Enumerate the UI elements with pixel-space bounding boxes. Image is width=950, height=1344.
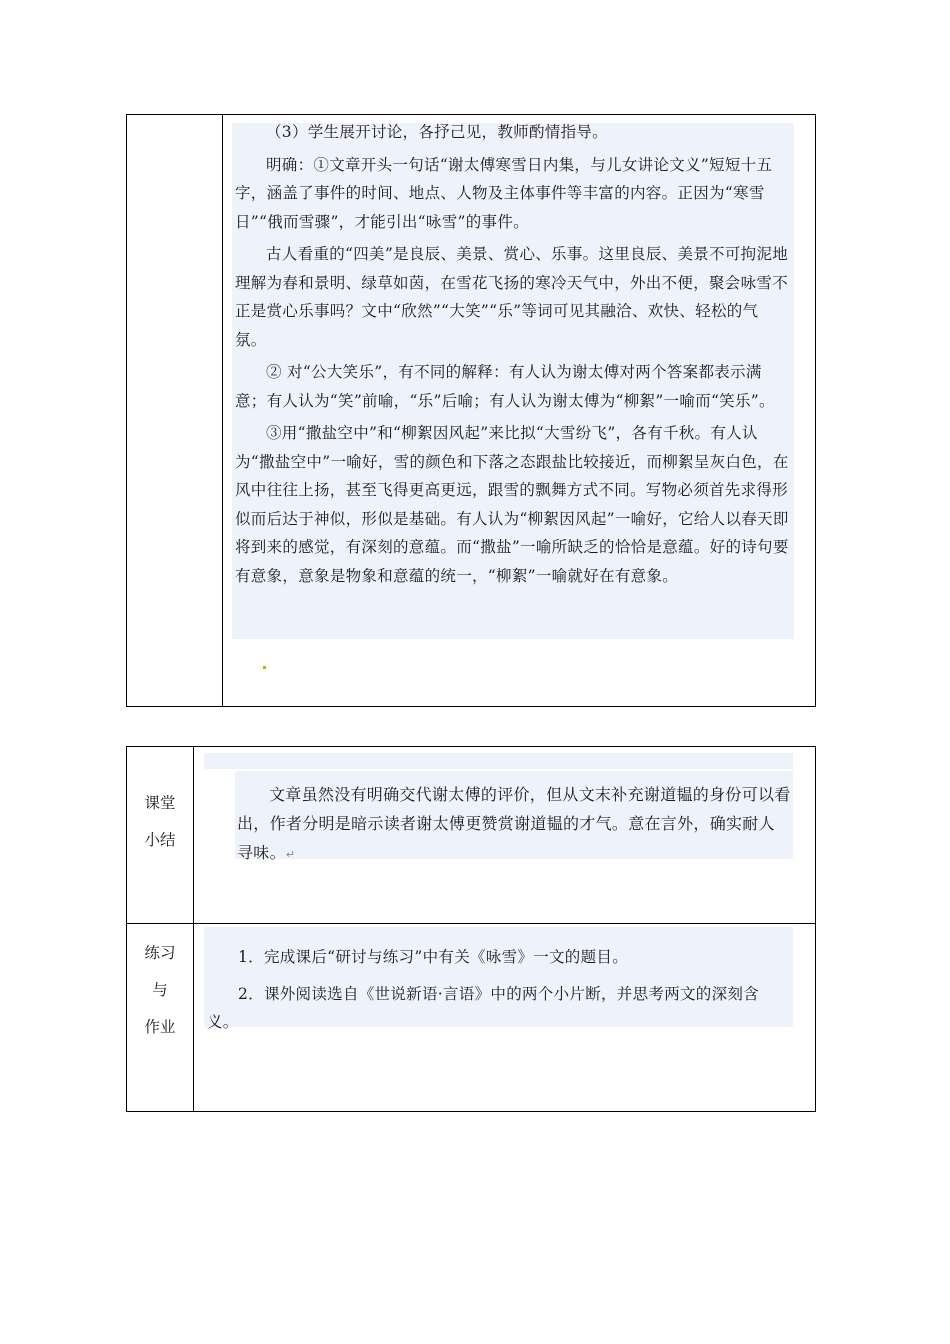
homework-label-line-1: 练习 [144, 944, 176, 962]
column-divider [193, 747, 194, 1111]
paragraph-clarify-2: ② 对“公大笑乐”，有不同的解释：有人认为谢太傅对两个答案都表示满意；有人认为“笑”前喻，“乐”后喻；有人认为谢太傅为“柳絮”一喻而“笑乐”。 [235, 363, 775, 410]
homework-item-2: 2．课外阅读选自《世说新语·言语》中的两个小片断，并思考两文的深刻含义。 [207, 984, 759, 1031]
paragraph-clarify-1: 明确：①文章开头一句话“谢太傅寒雪日内集，与儿女讲论文义”短短十五字，涵盖了事件的时间、地点、人物及主体事件等丰富的内容。正因为“寒雪日”“俄而雪骤”，才能引出“咏雪”的事件。 [235, 155, 773, 231]
homework-label-line-2: 与 [152, 981, 168, 999]
summary-label-line-1: 课堂 [144, 794, 176, 812]
highlight-strip [204, 753, 793, 769]
summary-label-line-2: 小结 [144, 831, 176, 849]
column-divider [222, 115, 223, 706]
homework-list [207, 943, 789, 1037]
lesson-table-summary [126, 746, 816, 1112]
homework-label [127, 935, 193, 1046]
summary-label [127, 785, 193, 859]
paragraph-discussion: （3）学生展开讨论，各抒己见，教师酌情指导。 [266, 123, 608, 141]
homework-label-line-3: 作业 [144, 1018, 176, 1036]
return-mark: ↵ [285, 848, 296, 861]
discussion-content [235, 118, 789, 590]
paragraph-clarify-3: ③用“撒盐空中”和“柳絮因风起”来比拟“大雪纷飞”，各有千秋。有人认为“撒盐空中”一喻好，雪的颜色和下落之态跟盐比较接近，而柳絮呈灰白色，在风中往往上扬，甚至飞得更高更远，跟雪的飘舞方式不同。写物必须首先求得形似而后达于神似，形似是基础。有人认为“柳絮因风起”一喻好，它给人以春天即将到来的感觉，有深刻的意蕴。而“撒盐”一喻所缺乏的恰恰是意蕴。好的诗句要有意象，意象是物象和意蕴的统一，“柳絮”一喻就好在有意象。 [235, 424, 789, 585]
row-divider [127, 923, 815, 924]
summary-text-block [237, 780, 791, 869]
summary-text: 文章虽然没有明确交代谢太傅的评价，但从文末补充谢道韫的身份可以看出，作者分明是暗示读者谢太傅更赞赏谢道韫的才气。意在言外，确实耐人寻味。 [237, 785, 791, 862]
stray-mark [263, 666, 266, 669]
lesson-table-continued [126, 114, 816, 707]
paragraph-four-beauties: 古人看重的“四美”是良辰、美景、赏心、乐事。这里良辰、美景不可拘泥地理解为春和景明、绿草如茵，在雪花飞扬的寒冷天气中，外出不便，聚会咏雪不正是赏心乐事吗？文中“欣然”“大笑”“乐”等词可见其融洽、欢快、轻松的气氛。 [235, 245, 789, 349]
homework-item-1: 1．完成课后“研讨与练习”中有关《咏雪》一文的题目。 [238, 948, 629, 966]
